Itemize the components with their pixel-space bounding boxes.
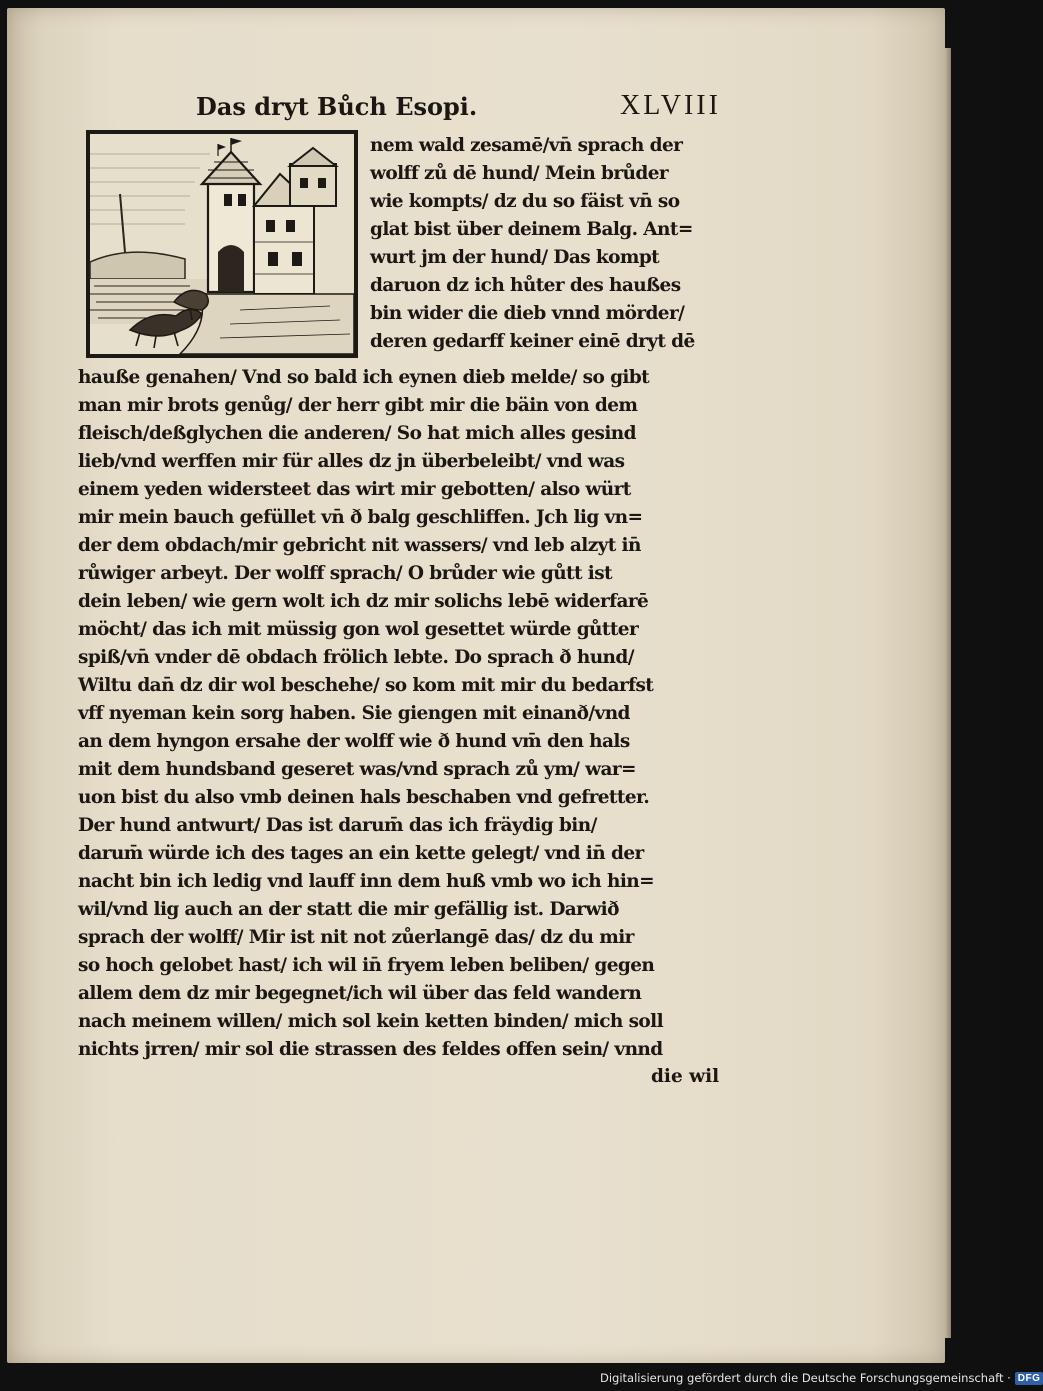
text-line: darum̄ würde ich des tages an ein kette gelegt/ vnd in̄ der [78,843,644,864]
text-line: an dem hyngon ersahe der wolff wie ð hund vm̄ den hals [78,731,630,752]
text-line: wolff zů dē hund/ Mein brůder [370,163,669,184]
text-line: daruon dz ich hůter des haußes [370,275,681,296]
folio-number: XLVIII [620,90,721,121]
page-edge [945,48,951,1338]
text-line: so hoch gelobet hast/ ich wil in̄ fryem leben beliben/ gegen [78,955,655,976]
text-line: Wiltu dan̄ dz dir wol beschehe/ so kom mit mir du bedarfst [78,675,654,696]
text-line: glat bist über deinem Balg. Ant= [370,219,693,240]
digitization-credit [600,1368,1043,1388]
text-line: fleisch/deßglychen die anderen/ So hat mich alles gesind [78,423,636,444]
text-line: nacht bin ich ledig vnd lauff inn dem huß vmb wo ich hin= [78,871,655,892]
text-line: uon bist du also vmb deinen hals beschaben vnd gefretter. [78,787,650,808]
text-line: bin wider die dieb vnnd mörder/ [370,303,685,324]
text-line: nach meinem willen/ mich sol kein ketten binden/ mich soll [78,1011,663,1032]
text-line: wurt jm der hund/ Das kompt [370,247,660,268]
text-line: der dem obdach/mir gebricht nit wassers/ vnd leb alzyt in̄ [78,535,641,556]
credit-text: Digitalisierung gefördert durch die Deutsche Forschungsgemeinschaft · [600,1371,1011,1385]
text-line: allem dem dz mir begegnet/ich wil über das feld wandern [78,983,642,1004]
text-line: deren gedarff keiner einē dryt dē [370,331,695,352]
text-line: mir mein bauch gefüllet vn̄ ð balg geschliffen. Jch lig vn= [78,507,643,528]
text-line: nichts jrren/ mir sol die strassen des feldes offen sein/ vnnd [78,1039,663,1060]
text-line: dein leben/ wie gern wolt ich dz mir solichs lebē widerfarē [78,591,649,612]
text-line: nem wald zesamē/vn̄ sprach der [370,135,683,156]
text-line: lieb/vnd werffen mir für alles dz jn überbeleibt/ vnd was [78,451,625,472]
text-line: sprach der wolff/ Mir ist nit not zůerlangē das/ dz du mir [78,927,634,948]
catchword: die wil [651,1066,720,1087]
text-line: man mir brots genůg/ der herr gibt mir die bäin von dem [78,395,638,416]
text-line: möcht/ das ich mit müssig gon wol gesettet würde gůtter [78,619,639,640]
text-line: Der hund antwurt/ Das ist darum̄ das ich fräydig bin/ [78,815,597,836]
woodcut-illustration [86,130,358,358]
dfg-logo-icon: DFG [1015,1372,1043,1385]
text-line: mit dem hundsband geseret was/vnd sprach zů ym/ war= [78,759,636,780]
text-line: einem yeden widersteet das wirt mir gebotten/ also würt [78,479,631,500]
text-line: wie kompts/ dz du so fäist vn̄ so [370,191,680,212]
text-line: hauße genahen/ Vnd so bald ich eynen dieb melde/ so gibt [78,367,650,388]
text-line: růwiger arbeyt. Der wolff sprach/ O brůder wie gůtt ist [78,563,612,584]
text-line: vff nyeman kein sorg haben. Sie giengen mit einanð/vnd [78,703,630,724]
woodcut-town-scene-image [90,134,354,354]
running-head: Das dryt Bůch Esopi. [196,92,478,121]
text-line: spiß/vn̄ vnder dē obdach frölich lebte. Do sprach ð hund/ [78,647,634,668]
text-line: wil/vnd lig auch an der statt die mir gefällig ist. Darwið [78,899,619,920]
